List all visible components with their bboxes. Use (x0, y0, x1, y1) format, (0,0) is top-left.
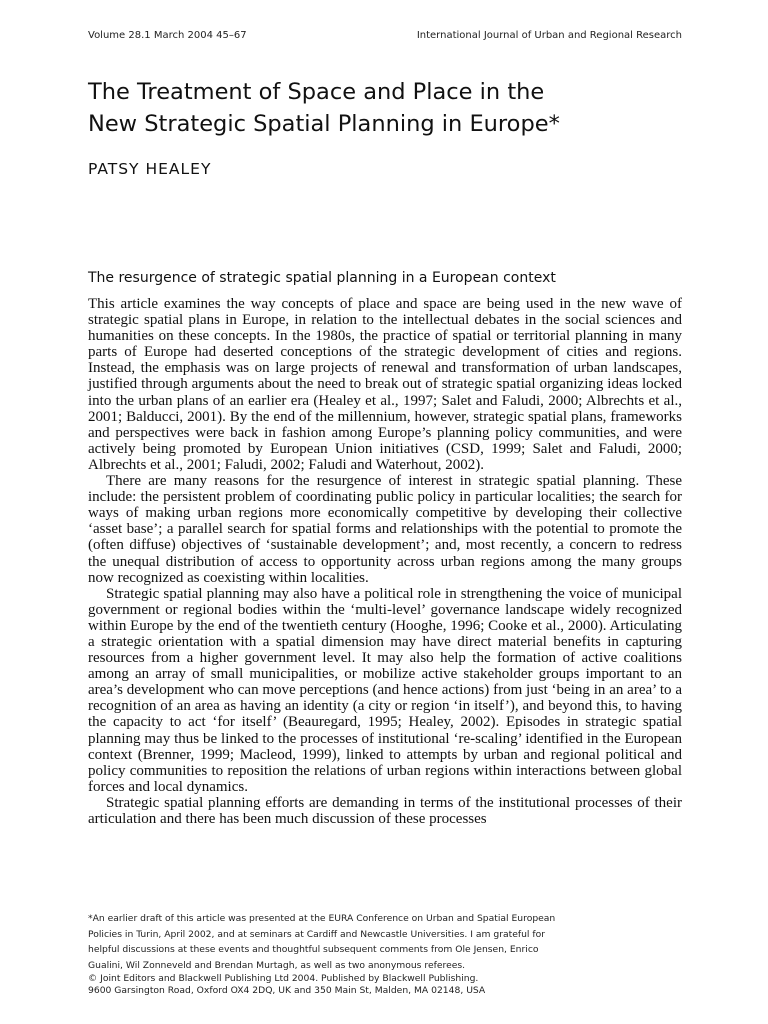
body-paragraph-2: There are many reasons for the resurgence of interest in strategic spatial planning. These include: the persistent problem of coordinating public policy in particular localities; the search for ways of making urban regions more economically competitive by developing their collective ‘asset base’; a parallel search for spatial forms and relationships with the potential to promote the (often diffuse) objectives of ‘sustainable development’; and, most recently, a concern to redress the unequal distribution of access to opportunity across urban regions among the many groups now recognized as coexisting within localities. (88, 473, 682, 586)
body-paragraph-1: This article examines the way concepts of place and space are being used in the new wave of strategic spatial plans in Europe, in relation to the intellectual debates in the social sciences and humanities on these concepts. In the 1980s, the practice of spatial or territorial planning in many parts of Europe had deserted conceptions of the strategic development of cities and regions. Instead, the emphasis was on large projects of renewal and transformation of urban landscapes, justified through arguments about the need to break out of strategic spatial organizing ideas locked into the urban plans of an earlier era (Healey et al., 1997; Salet and Faludi, 2000; Albrechts et al., 2001; Balducci, 2001). By the end of the millennium, however, strategic spatial plans, frameworks and perspectives were back in fashion among Europe’s planning policy communities, and were actively being promoted by European Union initiatives (CSD, 1999; Salet and Faludi, 2000; Albrechts et al., 2001; Faludi, 2002; Faludi and Waterhout, 2002). (88, 296, 682, 473)
article-title (88, 76, 708, 140)
article-title-line-1: The Treatment of Space and Place in the (88, 79, 545, 105)
copyright-notice (88, 973, 688, 997)
journal-volume-info: Volume 28.1 March 2004 45–67 (88, 30, 247, 41)
body-text (88, 296, 682, 827)
copyright-line-2: 9600 Garsington Road, Oxford OX4 2DQ, UK and 350 Main St, Malden, MA 02148, USA (88, 985, 486, 996)
journal-name: International Journal of Urban and Regional Research (416, 30, 682, 41)
body-paragraph-3: Strategic spatial planning may also have a political role in strengthening the voice of municipal government or regional bodies within the ‘multi-level’ governance landscape widely recognized within Europe by the end of the twentieth century (Hooghe, 1996; Cooke et al., 2000). Articulating a strategic orientation with a spatial dimension may have direct material benefits in capturing resources from a higher government level. It may also help the formation of active coalitions among an array of small municipalities, or mobilize active stakeholder groups important to an area’s development who can move perceptions (and hence actions) from just ‘being in an area’ to a recognition of an area as having an identity (a city or region ‘in itself’), and beyond this, to having the capacity to act ‘for itself’ (Beauregard, 1995; Healey, 2002). Episodes in strategic spatial planning may thus be linked to the processes of institutional ‘re-scaling’ identified in the European context (Brenner, 1999; Macleod, 1999), linked to attempts by urban and regional political and policy communities to reposition the relations of urban regions within interactions between global forces and local dynamics. (88, 585, 682, 795)
footnote (88, 911, 688, 973)
footnote-line-3: helpful discussions at these events and thoughtful subsequent comments from Ole Jensen, Enrico (88, 944, 539, 956)
article-title-line-2: New Strategic Spatial Planning in Europe* (88, 111, 560, 137)
section-heading: The resurgence of strategic spatial planning in a European context (88, 270, 556, 286)
body-paragraph-4: Strategic spatial planning efforts are demanding in terms of the institutional processes of their articulation and there has been much discussion of these processes (88, 794, 682, 827)
footnote-line-1: *An earlier draft of this article was presented at the EURA Conference on Urban and Spatial European (88, 913, 556, 924)
copyright-line-1: © Joint Editors and Blackwell Publishing Ltd 2004. Published by Blackwell Publishing. (88, 973, 479, 984)
footnote-line-4: Gualini, Wil Zonneveld and Brendan Murtagh, as well as two anonymous referees. (88, 959, 466, 971)
footnote-line-2: Policies in Turin, April 2002, and at seminars at Cardiff and Newcastle Universities. I am grateful for (88, 928, 546, 940)
author-name: PATSY HEALEY (88, 160, 212, 178)
